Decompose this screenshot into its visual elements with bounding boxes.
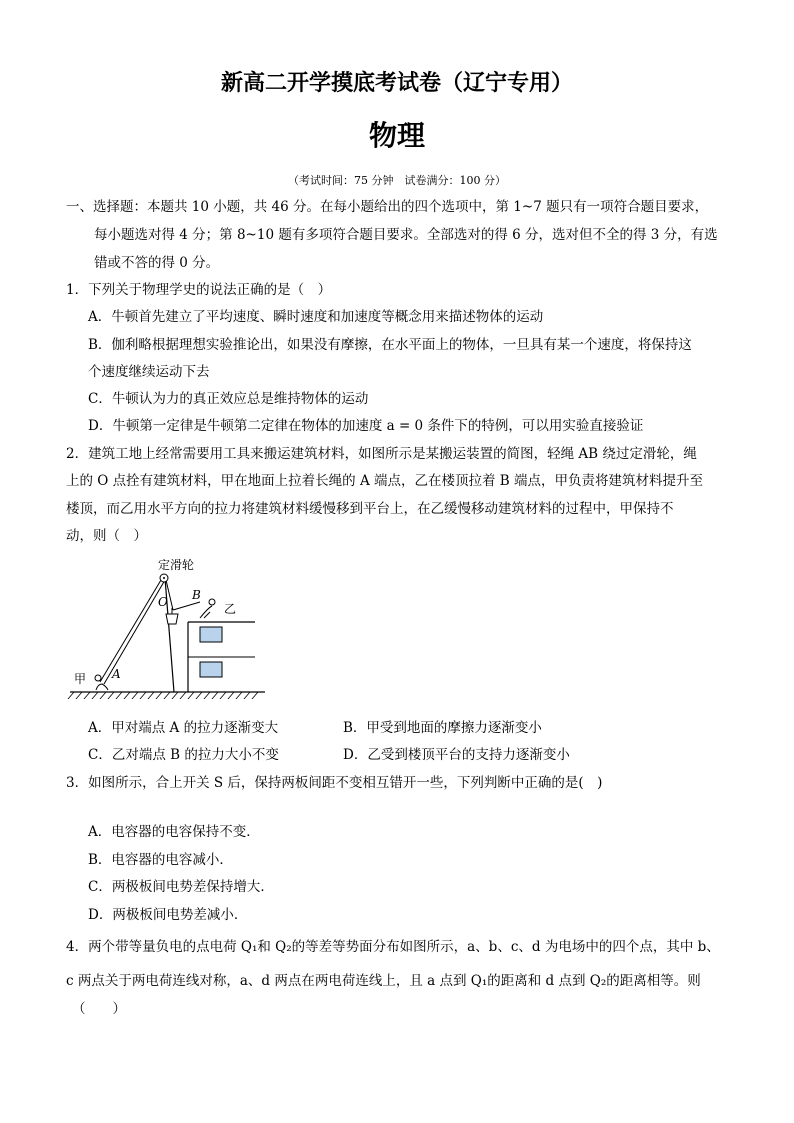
q3-stem: 3．如图所示，合上开关 S 后，保持两板间距不变相互错开一些，下列判断中正确的是( )	[66, 775, 603, 791]
exam-title: 新高二开学摸底考试卷（辽宁专用）	[220, 71, 573, 96]
q2-option-a: A．甲对端点 A 的拉力逐渐变大	[88, 720, 279, 736]
q3-option-d: D．两极板间电势差减小．	[88, 907, 248, 923]
exam-meta: （考试时间：75 分钟 试卷满分：100 分）	[288, 174, 506, 187]
rope-segment-a	[100, 580, 161, 682]
subject-title: 物理	[368, 119, 425, 152]
q2-stem-line3: 楼顶，而乙用水平方向的拉力将建筑材料缓慢移到平台上，在乙缓慢移动建筑材料的过程中，甲保持不	[66, 501, 674, 517]
q3-option-b: B．电容器的电容减小．	[88, 852, 233, 868]
q2-stem-line4: 动，则（ ）	[66, 528, 147, 544]
label-o: O	[158, 595, 168, 609]
label-jia: 甲	[74, 672, 87, 686]
q4-stem-line3: （ ）	[72, 1001, 126, 1017]
q2-option-d: D．乙受到楼顶平台的支持力逐渐变小	[343, 747, 570, 763]
section-instructions-line3: 错或不答的得 0 分。	[94, 255, 220, 271]
person-jia-icon	[95, 675, 108, 690]
label-pulley: 定滑轮	[158, 558, 195, 572]
q4-stem-line2: c 两点关于两电荷连线对称，a、d 两点在两电荷连线上，且 a 点到 Q₁的距离和 d 点到 Q₂的距离相等。则	[66, 973, 701, 989]
q1-option-b-line1: B．伽利略根据理想实验推论出，如果没有摩擦，在水平面上的物体，一旦具有某一个速度，将保持这	[88, 337, 692, 353]
building	[188, 622, 255, 692]
q2-pulley-figure	[60, 550, 280, 710]
rope-segment-b	[173, 602, 200, 610]
q2-stem-line2: 上的 O 点拴有建筑材料，甲在地面上拉着长绳的 A 端点，乙在楼顶拉着 B 端点，甲负责将建筑材料提升至	[66, 473, 703, 489]
section-instructions-line1: 一、选择题：本题共 10 小题，共 46 分。在每小题给出的四个选项中，第 1~7 题只有一项符合题目要求，	[66, 199, 709, 215]
person-yi-icon	[200, 599, 215, 618]
q1-option-d: D．牛顿第一定律是牛顿第二定律在物体的加速度 a = 0 条件下的特例，可以用实验直接验证	[88, 418, 644, 434]
ground-hatch	[68, 692, 258, 699]
q2-stem-line1: 2．建筑工地上经常需要用工具来搬运建筑材料，如图所示是某搬运装置的简图，轻绳 AB 绕过定滑轮，绳	[66, 446, 697, 462]
load-bucket-icon	[166, 614, 178, 624]
q3-option-a: A．电容器的电容保持不变．	[88, 824, 260, 840]
q2-option-c: C．乙对端点 B 的拉力大小不变	[88, 747, 279, 763]
label-a: A	[112, 667, 121, 681]
q2-option-b: B．甲受到地面的摩擦力逐渐变小	[343, 720, 542, 736]
label-b: B	[192, 588, 201, 602]
q1-option-a: A．牛顿首先建立了平均速度、瞬时速度和加速度等概念用来描述物体的运动	[88, 309, 544, 325]
section-instructions-line2: 每小题选对得 4 分；第 8~10 题有多项符合题目要求。全部选对的得 6 分，选对但不全的得 3 分，有选	[94, 227, 718, 243]
q3-option-c: C．两极板间电势差保持增大．	[88, 879, 274, 895]
label-yi: 乙	[224, 602, 237, 616]
q1-stem: 1．下列关于物理学史的说法正确的是（ ）	[66, 282, 332, 298]
q1-option-b-line2: 个速度继续运动下去	[88, 364, 210, 380]
q1-option-c: C．牛顿认为力的真正效应总是维持物体的运动	[88, 391, 369, 407]
q4-stem-line1: 4．两个带等量负电的点电荷 Q₁和 Q₂的等差等势面分布如图所示，a、b、c、d 为电场中的四个点，其中 b、	[66, 939, 720, 955]
